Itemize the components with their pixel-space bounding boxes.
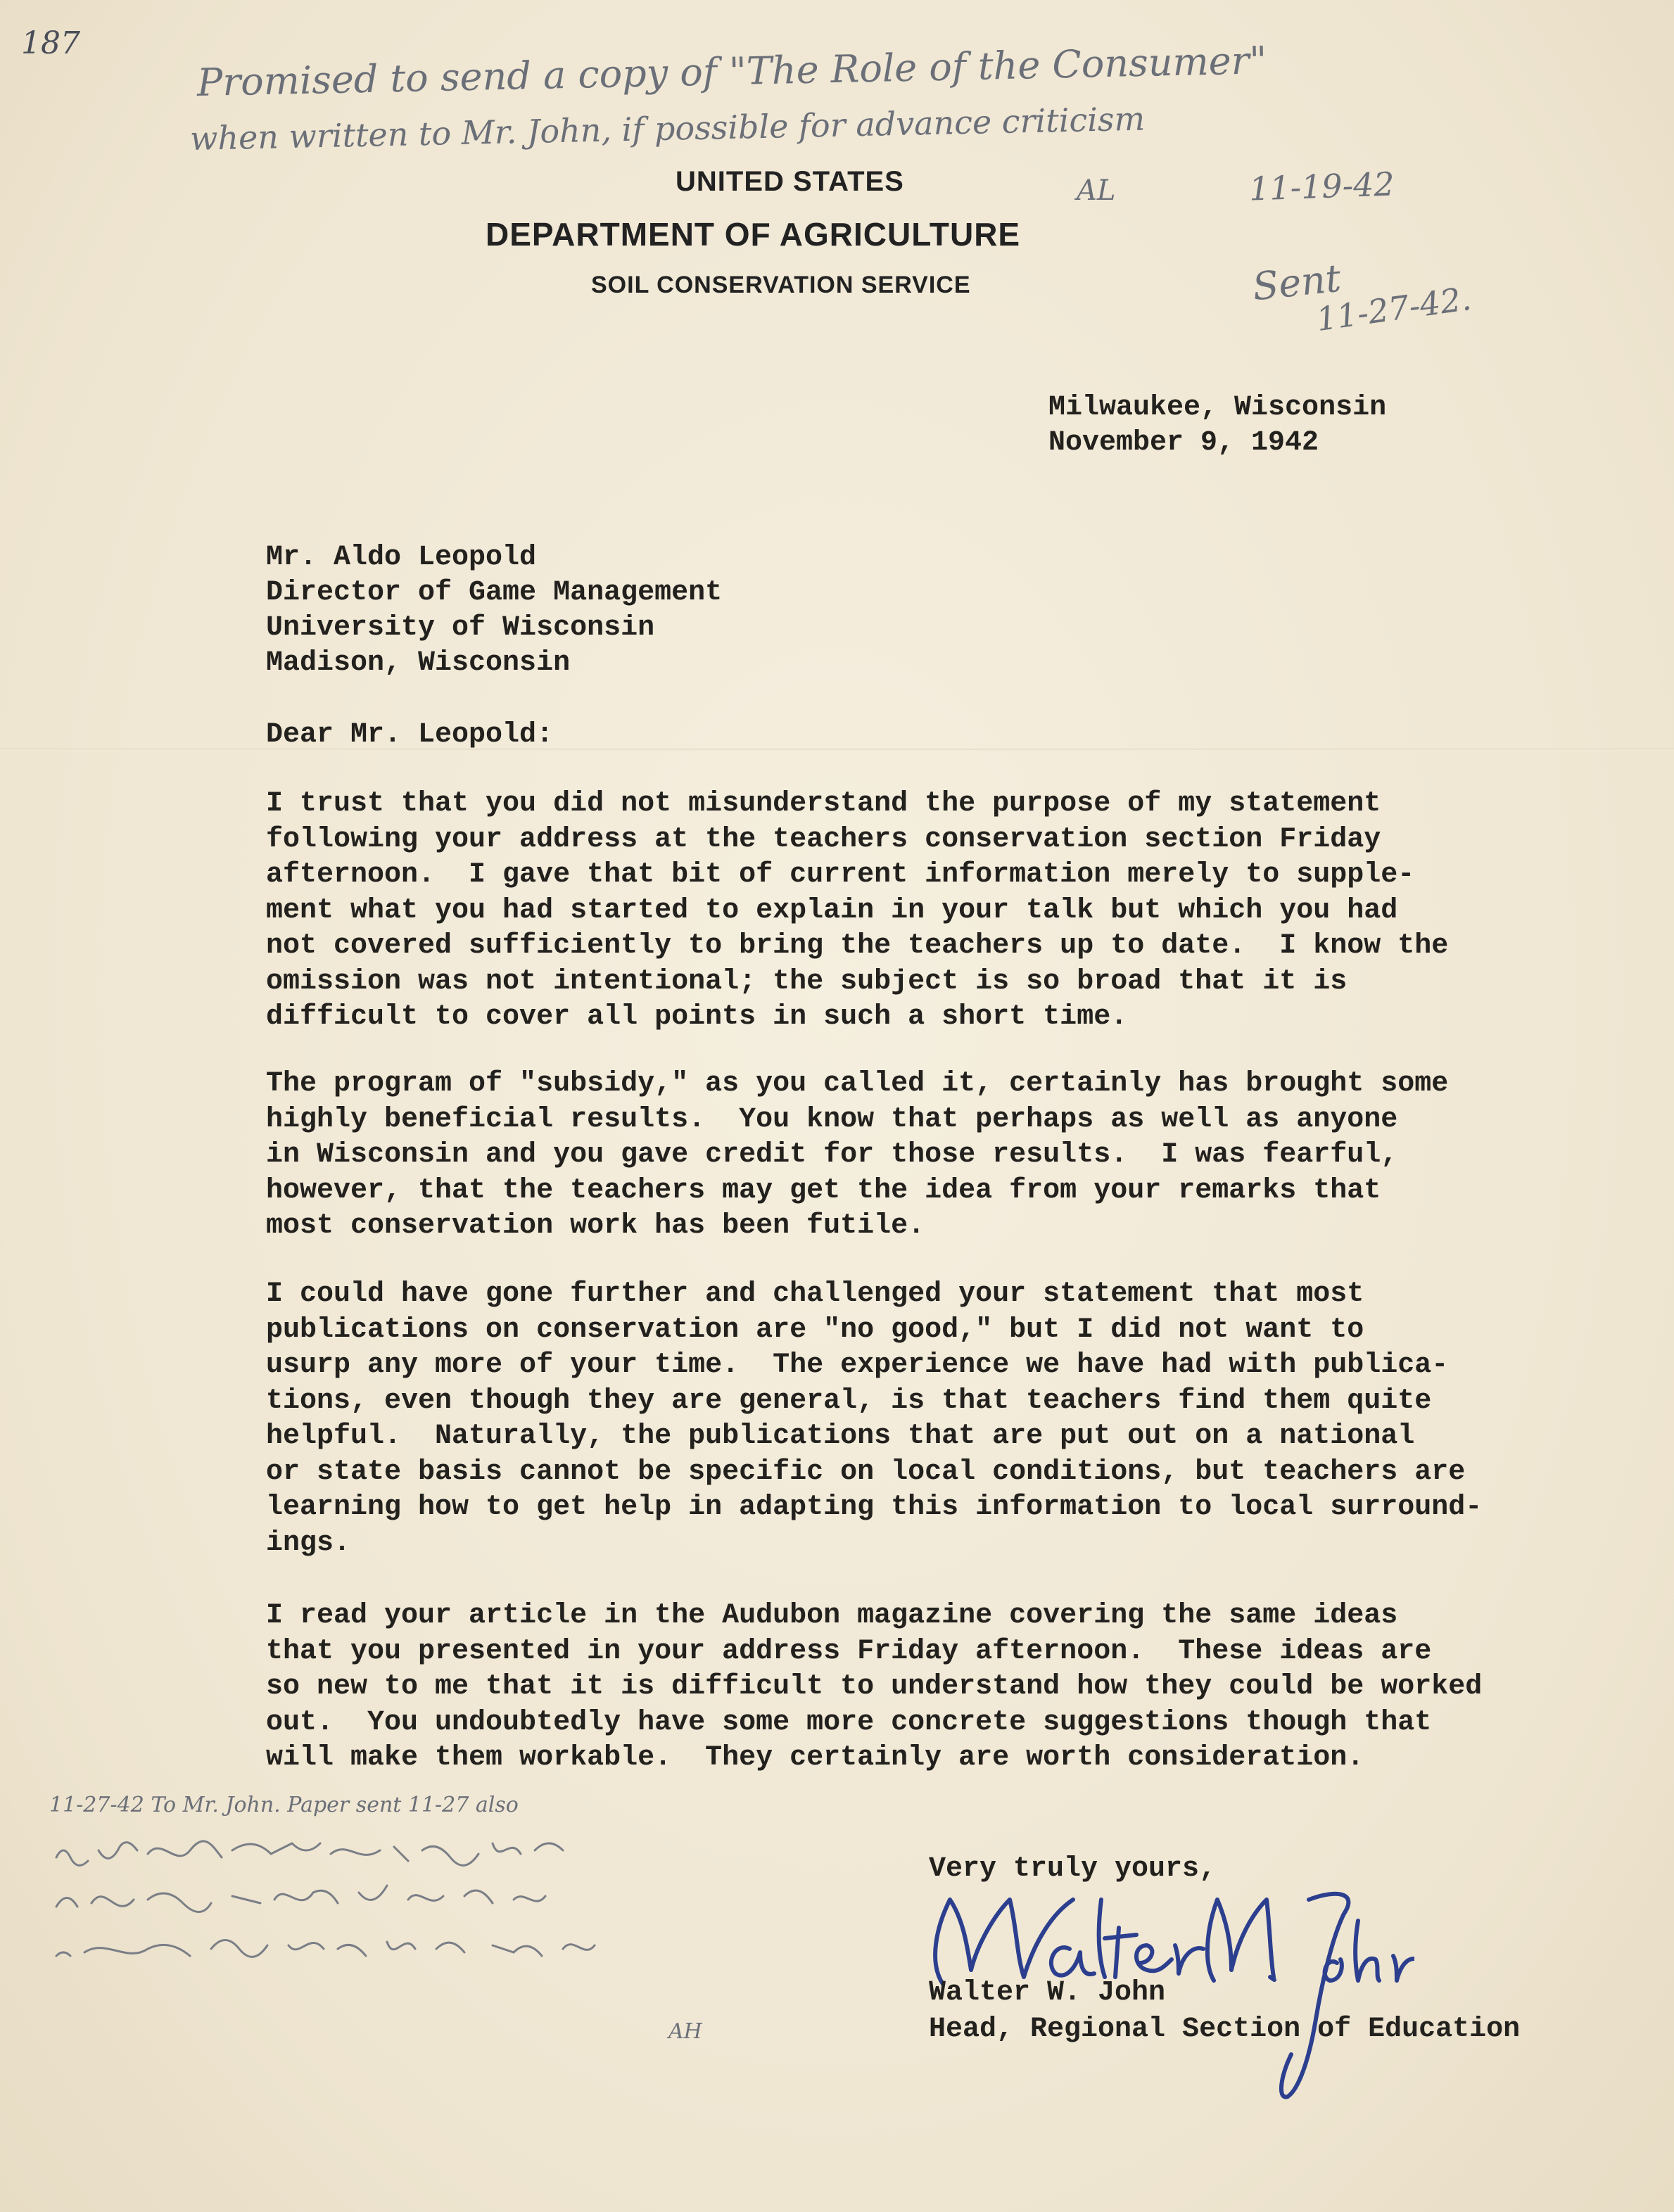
- body-line: tions, even though they are general, is that teachers find them quite: [266, 1385, 1432, 1417]
- salutation: Dear Mr. Leopold:: [266, 719, 554, 751]
- body-line: most conservation work has been futile.: [266, 1210, 925, 1242]
- recipient-line2: Director of Game Management: [266, 577, 723, 609]
- body-line: or state basis cannot be specific on local conditions, but teachers are: [266, 1456, 1466, 1488]
- body-line: highly beneficial results. You know that perhaps as well as anyone: [266, 1103, 1398, 1136]
- body-line: however, that the teachers may get the idea from your remarks that: [266, 1174, 1381, 1207]
- body-paragraph-2: [266, 1067, 1448, 1245]
- signer-name: Walter W. John: [929, 1977, 1166, 2009]
- sent-date-note: 11-27-42.: [1314, 279, 1473, 339]
- letterhead-line1: UNITED STATES: [676, 166, 904, 197]
- body-line: ings.: [266, 1527, 351, 1559]
- letterhead-line2: DEPARTMENT OF AGRICULTURE: [486, 216, 1021, 253]
- body-line: usurp any more of your time. The experience we have had with publica-: [266, 1349, 1449, 1381]
- paper-fold: [0, 749, 1674, 751]
- body-line: The program of "subsidy," as you called it, certainly has brought some: [266, 1068, 1449, 1100]
- top-note-line2: when written to Mr. John, if possible for advance criticism: [189, 99, 1146, 158]
- recipient-line3: University of Wisconsin: [266, 612, 655, 644]
- body-line: out. You undoubtedly have some more concrete suggestions though that: [266, 1706, 1432, 1739]
- body-line: learning how to get help in adapting this information to local surround-: [266, 1492, 1483, 1523]
- letterhead-line3: SOIL CONSERVATION SERVICE: [591, 272, 971, 298]
- recipient-line4: Madison, Wisconsin: [266, 647, 571, 679]
- body-line: I could have gone further and challenged your statement that most: [266, 1278, 1364, 1310]
- body-line: afternoon. I gave that bit of current information merely to supple-: [266, 859, 1415, 891]
- shorthand-scribble: [42, 1829, 858, 1991]
- body-line: ment what you had started to explain in your talk but which you had: [266, 894, 1398, 927]
- body-line: following your address at the teachers conservation section Friday: [266, 823, 1381, 856]
- signer-title: Head, Regional Section of Education: [929, 2014, 1521, 2045]
- body-paragraph-3: [266, 1277, 1482, 1561]
- recipient-line1: Mr. Aldo Leopold: [266, 542, 537, 573]
- body-line: not covered sufficiently to bring the teachers up to date. I know the: [266, 930, 1449, 962]
- body-line: that you presented in your address Friday afternoon. These ideas are: [266, 1635, 1432, 1667]
- bottom-initials-note: AH: [668, 2019, 702, 2044]
- body-line: I read your article in the Audubon magazine covering the same ideas: [266, 1600, 1398, 1632]
- body-line: in Wisconsin and you gave credit for those results. I was fearful,: [266, 1139, 1398, 1171]
- body-line: publications on conservation are "no good," but I did not want to: [266, 1314, 1364, 1346]
- top-note-line1: Promised to send a copy of "The Role of the Consumer": [196, 38, 1267, 105]
- sent-label-note: Sent: [1250, 255, 1343, 310]
- valediction: Very truly yours,: [929, 1853, 1217, 1885]
- initials-note: AL: [1077, 174, 1116, 207]
- body-paragraph-1: [266, 787, 1448, 1036]
- body-line: difficult to cover all points in such a short time.: [266, 1001, 1128, 1033]
- body-line: helpful. Naturally, the publications that are put out on a national: [266, 1420, 1415, 1452]
- body-line: will make them workable. They certainly are worth consideration.: [266, 1742, 1364, 1774]
- dateline-place: Milwaukee, Wisconsin: [1048, 392, 1387, 424]
- dateline-date: November 9, 1942: [1048, 427, 1319, 459]
- initials-date-note: 11-19-42: [1248, 165, 1395, 208]
- page-number-note: 187: [21, 25, 80, 61]
- body-line: so new to me that it is difficult to understand how they could be worked: [266, 1671, 1483, 1703]
- body-paragraph-4: [266, 1598, 1482, 1776]
- body-line: omission was not intentional; the subject is so broad that it is: [266, 965, 1348, 998]
- bottom-note-line1: 11-27-42 To Mr. John. Paper sent 11-27 also: [49, 1793, 519, 1817]
- body-line: I trust that you did not misunderstand the purpose of my statement: [266, 788, 1381, 820]
